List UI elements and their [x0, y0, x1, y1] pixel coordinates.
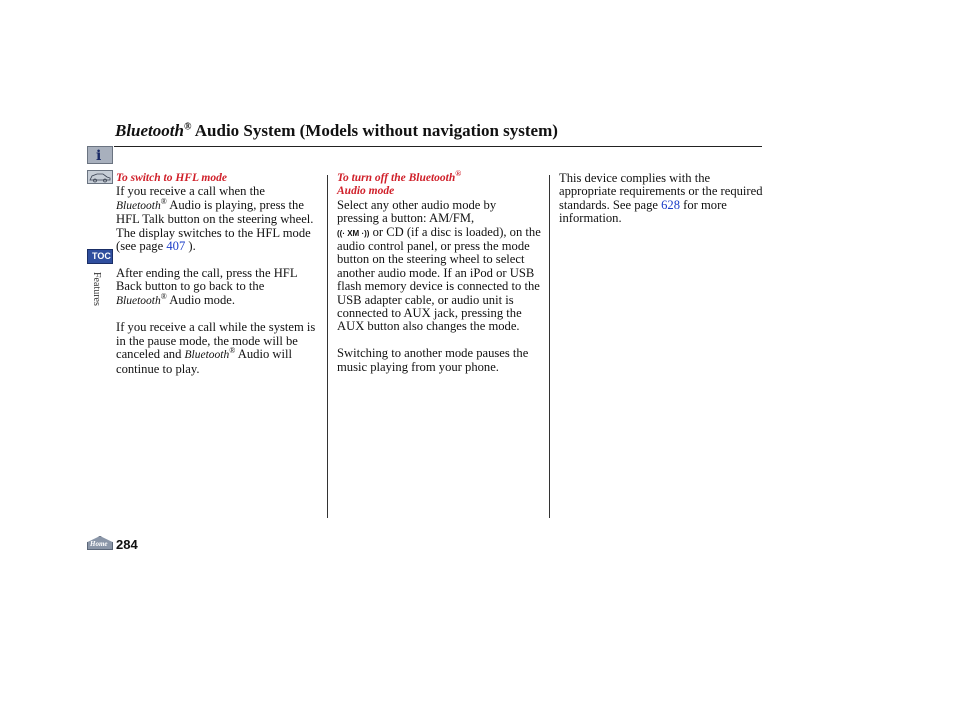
toc-button[interactable]	[87, 249, 113, 264]
page-link[interactable]: 628	[661, 197, 681, 212]
xm-radio-icon: ((· XM ·))	[337, 228, 370, 238]
section-heading: To turn off the Bluetooth® Audio mode	[337, 169, 462, 198]
paragraph: Switching to another mode pauses the music playing from your phone.	[337, 346, 529, 374]
page-link[interactable]: 407	[166, 239, 186, 254]
page-title: Bluetooth® Audio System (Models without navigation system)	[115, 121, 558, 140]
home-button[interactable]: Home	[87, 536, 113, 550]
paragraph: Select any other audio mode by pressing a button: AM/FM, ((· XM ·)) or CD (if a disc is loaded), on the audio control panel, or press the mode button on the steering wheel to select another audio mode. If an iPod or USB flash memory device is connected to the USB adapter cable, or audio unit is connected to AUX jack, pressing the AUX button also changes the mode.	[337, 197, 541, 334]
paragraph: If you receive a call while the system is in the pause mode, the mode will be canceled and Bluetooth® Audio will continue to play.	[116, 320, 316, 376]
car-icon	[88, 171, 112, 183]
column-divider	[327, 175, 328, 518]
column-1	[116, 172, 322, 389]
info-icon: i	[96, 148, 102, 164]
vehicle-button[interactable]	[87, 170, 113, 184]
paragraph: After ending the call, press the HFL Back button to go back to the Bluetooth® Audio mode.	[116, 265, 298, 307]
paragraph: If you receive a call when the Bluetooth® Audio is playing, press the HFL Talk button on the steering wheel. The display switches to the HFL mode (see page 407 ).	[116, 184, 314, 254]
toc-label: TOC	[92, 251, 111, 261]
column-2	[337, 169, 541, 387]
title-divider	[114, 146, 762, 147]
section-label: Features	[91, 272, 102, 306]
section-heading: To switch to HFL mode	[116, 172, 227, 184]
info-button[interactable]	[87, 146, 113, 164]
page-number: 284	[116, 537, 138, 552]
column-3	[559, 172, 763, 239]
paragraph: This device complies with the appropriate requirements or the required standards. See page 628 for more information.	[559, 171, 763, 226]
column-divider	[549, 175, 550, 518]
